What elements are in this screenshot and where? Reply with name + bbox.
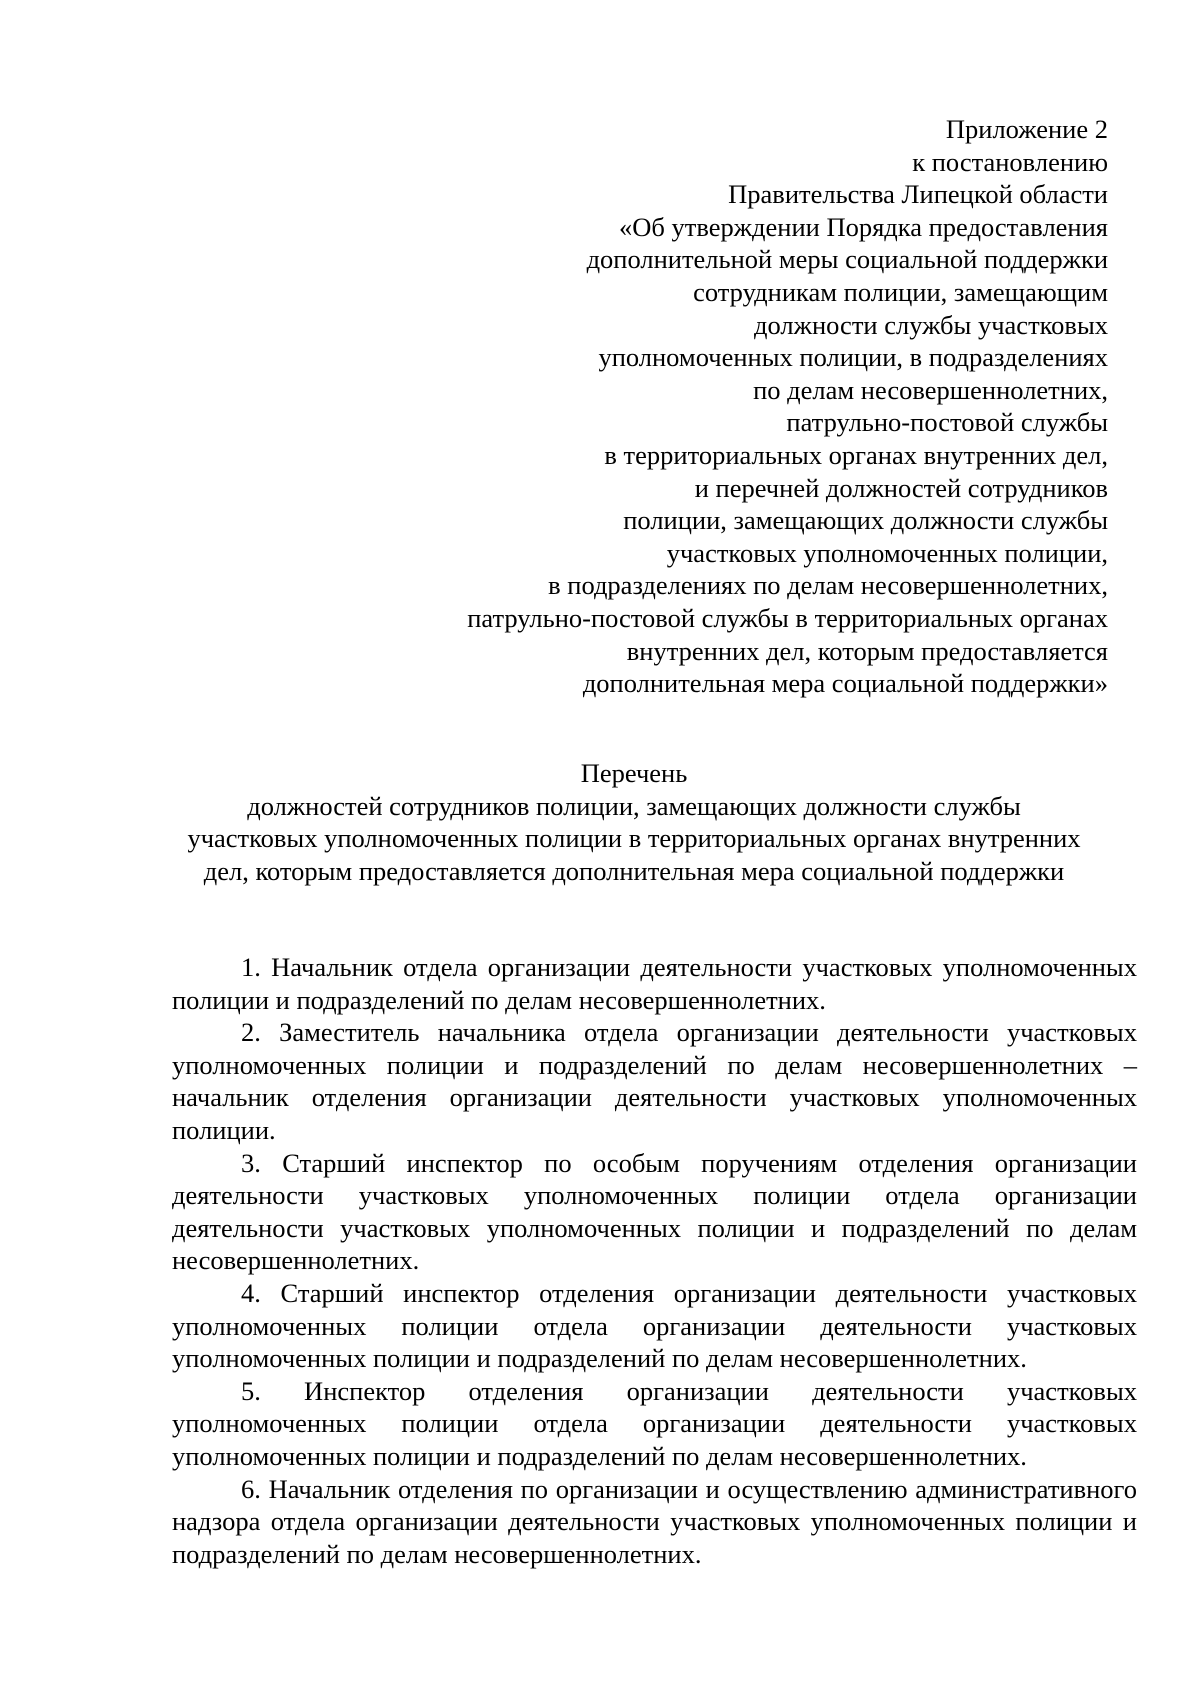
appendix-line: патрульно-постовой службы в территориальных органах [467, 602, 1108, 633]
list-subtitle-line: дел, которым предоставляется дополнительная мера социальной поддержки [203, 855, 1065, 886]
list-item: 6. Начальник отделения по организации и осуществлению административного надзора отдела организации деятельности участковых уполномоченных полиции и подразделений по делам несовершеннолетних. [172, 1473, 1137, 1569]
appendix-line: дополнительной меры социальной поддержки [586, 244, 1108, 275]
appendix-line: к постановлению [912, 146, 1108, 177]
appendix-line: полиции, замещающих должности службы [623, 505, 1108, 536]
appendix-line: и перечней должностей сотрудников [694, 472, 1108, 503]
list-subtitle-line: должностей сотрудников полиции, замещающих должности службы [247, 790, 1021, 821]
appendix-header [348, 113, 1108, 700]
appendix-line: дополнительная мера социальной поддержки» [582, 668, 1108, 699]
appendix-line: «Об утверждении Порядка предоставления [619, 211, 1108, 242]
list-title [160, 757, 1108, 887]
list-item: 1. Начальник отдела организации деятельности участковых уполномоченных полиции и подразделений по делам несовершеннолетних. [172, 952, 1137, 1015]
appendix-line: должности службы участковых [754, 309, 1108, 340]
appendix-line: в территориальных органах внутренних дел, [604, 439, 1108, 470]
appendix-line: Правительства Липецкой области [728, 179, 1108, 210]
appendix-line: внутренних дел, которым предоставляется [626, 635, 1108, 666]
list-item: 2. Заместитель начальника отдела организации деятельности участковых уполномоченных полиции и подразделений по делам несовершеннолетних – начальник отделения организации деятельности участковых уполномоченных полиции. [172, 1017, 1137, 1145]
list-item: 4. Старший инспектор отделения организации деятельности участковых уполномоченных полиции отдела организации деятельности участковых уполномоченных полиции и подразделений по делам несовершеннолетних. [172, 1277, 1137, 1374]
list-item: 3. Старший инспектор по особым поручениям отделения организации деятельности участковых уполномоченных полиции отдела организации деятельности участковых уполномоченных полиции и подразделений по делам несовершеннолетних. [172, 1147, 1137, 1276]
appendix-line: по делам несовершеннолетних, [753, 374, 1108, 405]
positions-list [172, 951, 1137, 1570]
appendix-line: участковых уполномоченных полиции, [666, 537, 1108, 568]
list-heading: Перечень [580, 758, 688, 788]
appendix-line: патрульно-постовой службы [786, 407, 1108, 438]
appendix-line: Приложение 2 [945, 114, 1108, 144]
appendix-line: сотрудникам полиции, замещающим [693, 276, 1108, 307]
list-item: 5. Инспектор отделения организации деятельности участковых уполномоченных полиции отдела организации деятельности участковых уполномоченных полиции и подразделений по делам несовершеннолетних. [172, 1375, 1137, 1471]
appendix-line: в подразделениях по делам несовершеннолетних, [548, 570, 1108, 601]
list-subtitle-line: участковых уполномоченных полиции в территориальных органах внутренних [187, 823, 1081, 854]
appendix-line: уполномоченных полиции, в подразделениях [598, 342, 1108, 373]
